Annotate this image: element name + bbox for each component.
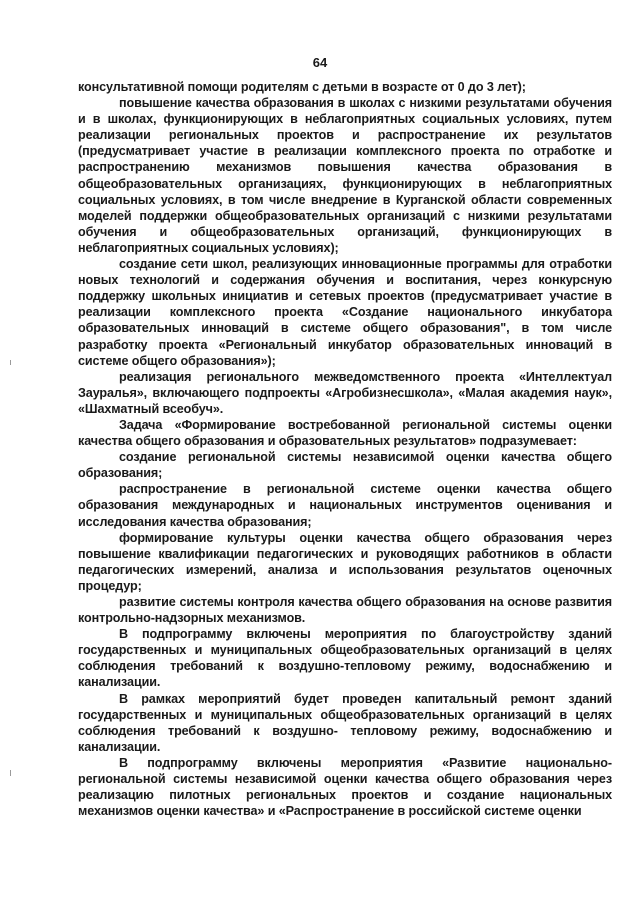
paragraph: распространение в региональной системе оценки качества общего образования международных и национальных инструментов оценивания и исследования качества образования;	[78, 482, 612, 529]
paragraph: создание региональной системы независимой оценки качества общего образования;	[78, 450, 612, 481]
scan-margin-mark	[10, 770, 11, 776]
paragraph: В подпрограмму включены мероприятия «Развитие национально-региональной системы независимой оценки качества общего образования через реализацию пилотных региональных проектов и создание национальных механизмов оценки качества» и «Распространение в российской системе оценки	[78, 755, 612, 819]
page-number: 64	[312, 55, 328, 70]
paragraph: В подпрограмму включены мероприятия по благоустройству зданий государственных и муниципальных общеобразовательных организаций в целях соблюдения требований к воздушно-тепловому режиму, водоснабжению и канализации.	[78, 627, 612, 690]
paragraph: повышение качества образования в школах с низкими результатами обучения и в школах, функционирующих в неблагоприятных социальных условиях, путем реализации региональных проектов и распространение их результатов (предусматривает участие в реализации комплексного проекта по отработке и распространению механизмов повышения качества образования в общеобразовательных организациях, функционирующих в неблагоприятных социальных условиях, в том числе внедрение в Курганской области современных моделей поддержки общеобразовательных организаций с низкими результатами обучения и общеобразовательных организаций, функционирующих в неблагоприятных социальных условиях);	[78, 96, 612, 255]
paragraph: Задача «Формирование востребованной региональной системы оценки качества общего образования и образовательных результатов» подразумевает:	[78, 417, 612, 449]
paragraph: реализация регионального межведомственного проекта «Интеллектуал Зауралья», включающего подпроекты «Агробизнесшкола», «Малая академия наук», «Шахматный всеобуч».	[78, 369, 612, 416]
paragraph: развитие системы контроля качества общего образования на основе развития контрольно-надзорных механизмов.	[78, 595, 612, 626]
paragraph: создание сети школ, реализующих инновационные программы для отработки новых технологий и содержания обучения и воспитания, через конкурсную поддержку школьных инициатив и сетевых проектов (предусматривает участие в реализации комплексного проекта «Создание национального инкубатора образовательных инноваций в системе общего образования", в том числе разработку проекта «Региональный инкубатор образовательных инноваций в системе общего образования»);	[78, 257, 612, 368]
document-body	[78, 79, 612, 819]
paragraph: консультативной помощи родителям с детьми в возрасте от 0 до 3 лет);	[78, 80, 526, 94]
scan-margin-mark	[10, 360, 11, 365]
paragraph: формирование культуры оценки качества общего образования через повышение квалификации педагогических и руководящих работников в области педагогических измерений, анализа и использования результатов оценочных процедур;	[78, 530, 612, 593]
paragraph: В рамках мероприятий будет проведен капитальный ремонт зданий государственных и муниципальных общеобразовательных организаций в целях соблюдения требований к воздушно- тепловому режиму, водоснабжению и канализации.	[78, 691, 612, 754]
